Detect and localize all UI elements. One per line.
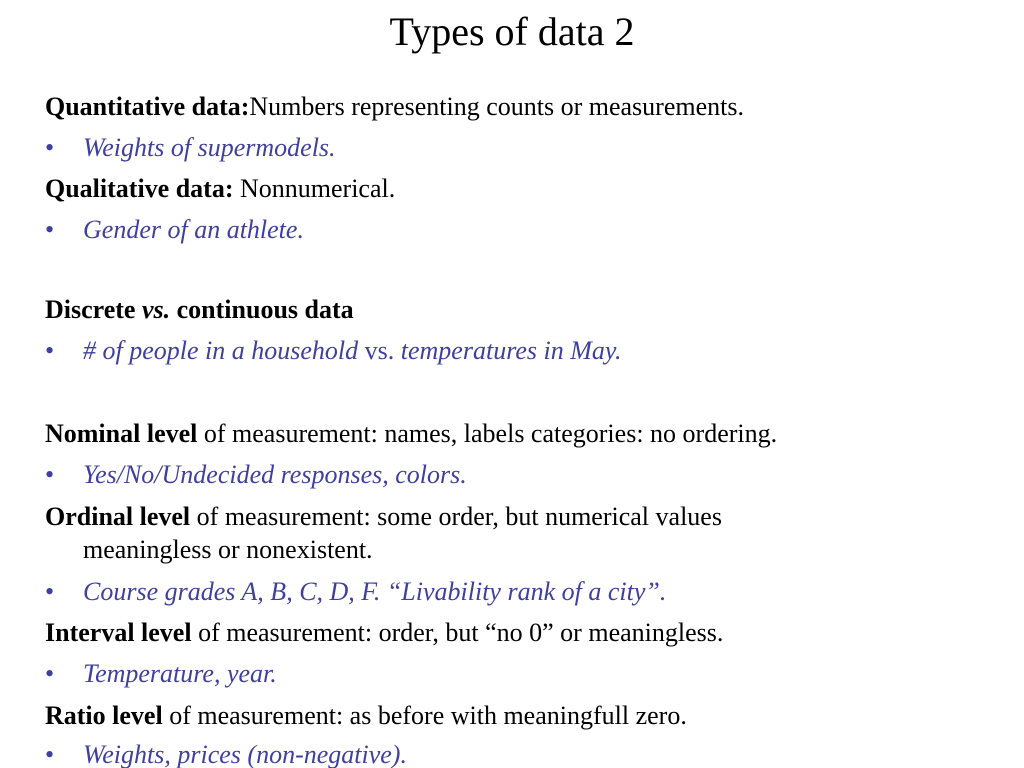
discrete-term-vs: vs. [141, 295, 171, 324]
interval-term: Interval level [45, 618, 192, 647]
bullet-icon: • [45, 133, 55, 162]
discrete-example-vs: vs. [358, 336, 401, 365]
nominal-term: Nominal level [45, 419, 198, 448]
quantitative-desc: Numbers representing counts or measurements. [249, 92, 744, 121]
ratio-term: Ratio level [45, 701, 163, 730]
interval-example-text: Temperature, year. [83, 659, 277, 688]
ratio-example-text: Weights, prices (non-negative). [83, 740, 407, 768]
ratio-definition [45, 699, 687, 733]
discrete-term-b: continuous data [170, 295, 354, 324]
nominal-example-text: Yes/No/Undecided responses, colors. [83, 460, 467, 489]
discrete-term-a: Discrete [45, 295, 142, 324]
qualitative-desc: Nonnumerical. [233, 174, 396, 203]
qualitative-example-text: Gender of an athlete. [83, 215, 304, 244]
ratio-desc: of measurement: as before with meaningfull zero. [162, 701, 687, 730]
bullet-icon: • [45, 659, 55, 688]
discrete-example-text [83, 334, 622, 368]
slide-title: Types of data 2 [389, 9, 635, 54]
ordinal-term: Ordinal level [45, 502, 191, 531]
interval-desc: of measurement: order, but “no 0” or meaningless. [191, 618, 724, 647]
discrete-example-a: # of people in a household [83, 336, 359, 365]
quantitative-term: Quantitative data: [45, 92, 250, 121]
ordinal-example-text: Course grades A, B, C, D, F. “Livability rank of a city”. [83, 577, 667, 606]
interval-definition [45, 616, 723, 650]
ordinal-desc: of measurement: some order, but numerical values [190, 502, 722, 531]
ordinal-definition [45, 500, 722, 534]
discrete-example-b: temperatures in May. [400, 336, 622, 365]
bullet-icon: • [45, 577, 55, 606]
bullet-icon: • [45, 215, 55, 244]
quantitative-example-text: Weights of supermodels. [83, 133, 336, 162]
nominal-desc: of measurement: names, labels categories: no ordering. [197, 419, 778, 448]
quantitative-definition [45, 90, 744, 124]
qualitative-definition [45, 172, 395, 206]
bullet-icon: • [45, 460, 55, 489]
nominal-definition [45, 417, 777, 451]
qualitative-term: Qualitative data: [45, 174, 234, 203]
bullet-icon: • [45, 740, 55, 768]
discrete-heading [45, 293, 354, 327]
ordinal-desc-continued: meaningless or nonexistent. [83, 535, 373, 564]
bullet-icon: • [45, 336, 55, 365]
